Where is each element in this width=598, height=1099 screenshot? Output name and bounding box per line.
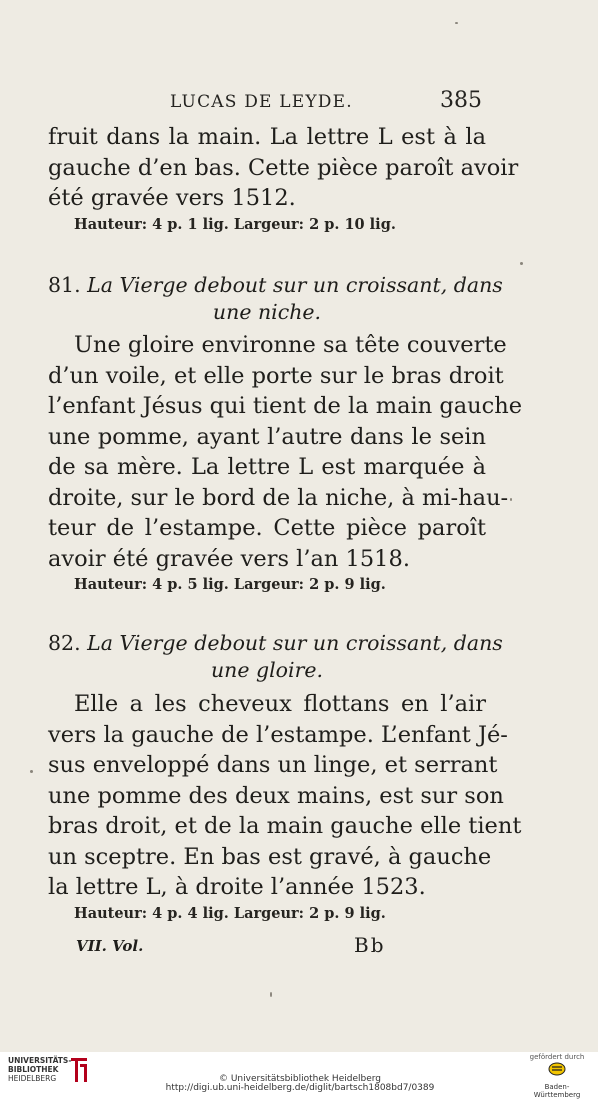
text-line: avoir été gravée vers l’an 1518. xyxy=(48,545,410,572)
library-emblem-icon xyxy=(68,1054,90,1084)
text-line: de sa mère. La lettre L est marquée à xyxy=(48,454,486,480)
university-library-logo[interactable] xyxy=(8,1054,118,1092)
entry-number: 82. xyxy=(48,631,81,655)
entry-title xyxy=(48,630,503,657)
text-line: gauche d’en bas. Cette pièce paroît avoir xyxy=(48,154,519,181)
dimensions: Hauteur: 4 p. 5 lig. Largeur: 2 p. 9 lig. xyxy=(74,576,386,593)
text-line: été gravée vers 1512. xyxy=(48,185,296,211)
text-line: droite, sur le bord de la niche, à mi-hau- xyxy=(48,484,509,511)
text-line: Elle a les cheveux flottans en l’air xyxy=(74,691,486,717)
source-url-link[interactable]: http://digi.ub.uni-heidelberg.de/diglit/bartsch1808bd7/0389 xyxy=(165,1083,435,1093)
text-line: une pomme, ayant l’autre dans le sein xyxy=(48,423,486,450)
text-line: teur de l’estampe. Cette pièce paroît xyxy=(48,515,486,541)
sponsor-logo[interactable] xyxy=(522,1053,592,1099)
running-title: LUCAS DE LEYDE. xyxy=(170,92,353,112)
continuation-text xyxy=(48,122,519,236)
dimensions: Hauteur: 4 p. 4 lig. Largeur: 2 p. 9 lig. xyxy=(74,904,386,922)
text-line: Une gloire environne sa tête couverte xyxy=(74,332,507,358)
copyright-notice: © Universitätsbibliothek Heidelberg xyxy=(218,1074,381,1084)
volume-label: VII. Vol. xyxy=(76,937,144,955)
text-line: vers la gauche de l’estampe. L’enfant Jé- xyxy=(48,721,508,748)
text-line: fruit dans la main. La lettre L est à la xyxy=(48,124,486,150)
text-line: sus enveloppé dans un linge, et serrant xyxy=(48,752,498,778)
dimensions: Hauteur: 4 p. 1 lig. Largeur: 2 p. 10 lig. xyxy=(74,215,396,233)
coat-of-arms-icon xyxy=(548,1062,566,1076)
entry-82 xyxy=(48,630,522,925)
page-footer xyxy=(76,933,396,961)
entry-title-continued: une gloire. xyxy=(210,658,324,682)
entry-title-continued: une niche. xyxy=(212,300,322,324)
text-line: bras droit, et de la main gauche elle tient xyxy=(48,813,522,839)
paper-speck xyxy=(30,770,33,773)
entry-81 xyxy=(48,272,523,596)
library-name-line: HEIDELBERG xyxy=(8,1074,57,1083)
text-line: un sceptre. En bas est gravé, à gauche xyxy=(48,843,492,870)
sponsor-name: Baden-Württemberg xyxy=(533,1083,581,1099)
page-header xyxy=(48,88,484,120)
page-number: 385 xyxy=(440,88,482,113)
paper-speck xyxy=(520,262,523,265)
text-line: la lettre L, à droite l’année 1523. xyxy=(48,874,426,900)
entry-title-text: La Vierge debout sur un croissant, dans xyxy=(87,631,503,655)
paper-speck xyxy=(510,498,512,501)
text-line: une pomme des deux mains, est sur son xyxy=(48,782,504,809)
paper-speck xyxy=(455,22,458,24)
library-name xyxy=(8,1056,71,1083)
entry-title xyxy=(48,272,503,299)
digitization-footer xyxy=(0,1052,598,1099)
text-line: l’enfant Jésus qui tient de la main gauche xyxy=(48,393,523,419)
library-name-line: BIBLIOTHEK xyxy=(8,1065,59,1074)
entry-title-text: La Vierge debout sur un croissant, dans xyxy=(87,273,503,297)
paper-speck xyxy=(270,992,272,997)
library-name-line: UNIVERSITÄTS- xyxy=(8,1056,72,1065)
signature-mark: Bb xyxy=(354,933,386,957)
entry-number: 81. xyxy=(48,273,81,297)
text-line: d’un voile, et elle porte sur le bras droit xyxy=(48,362,504,389)
sponsor-label: gefördert durch xyxy=(529,1053,585,1061)
